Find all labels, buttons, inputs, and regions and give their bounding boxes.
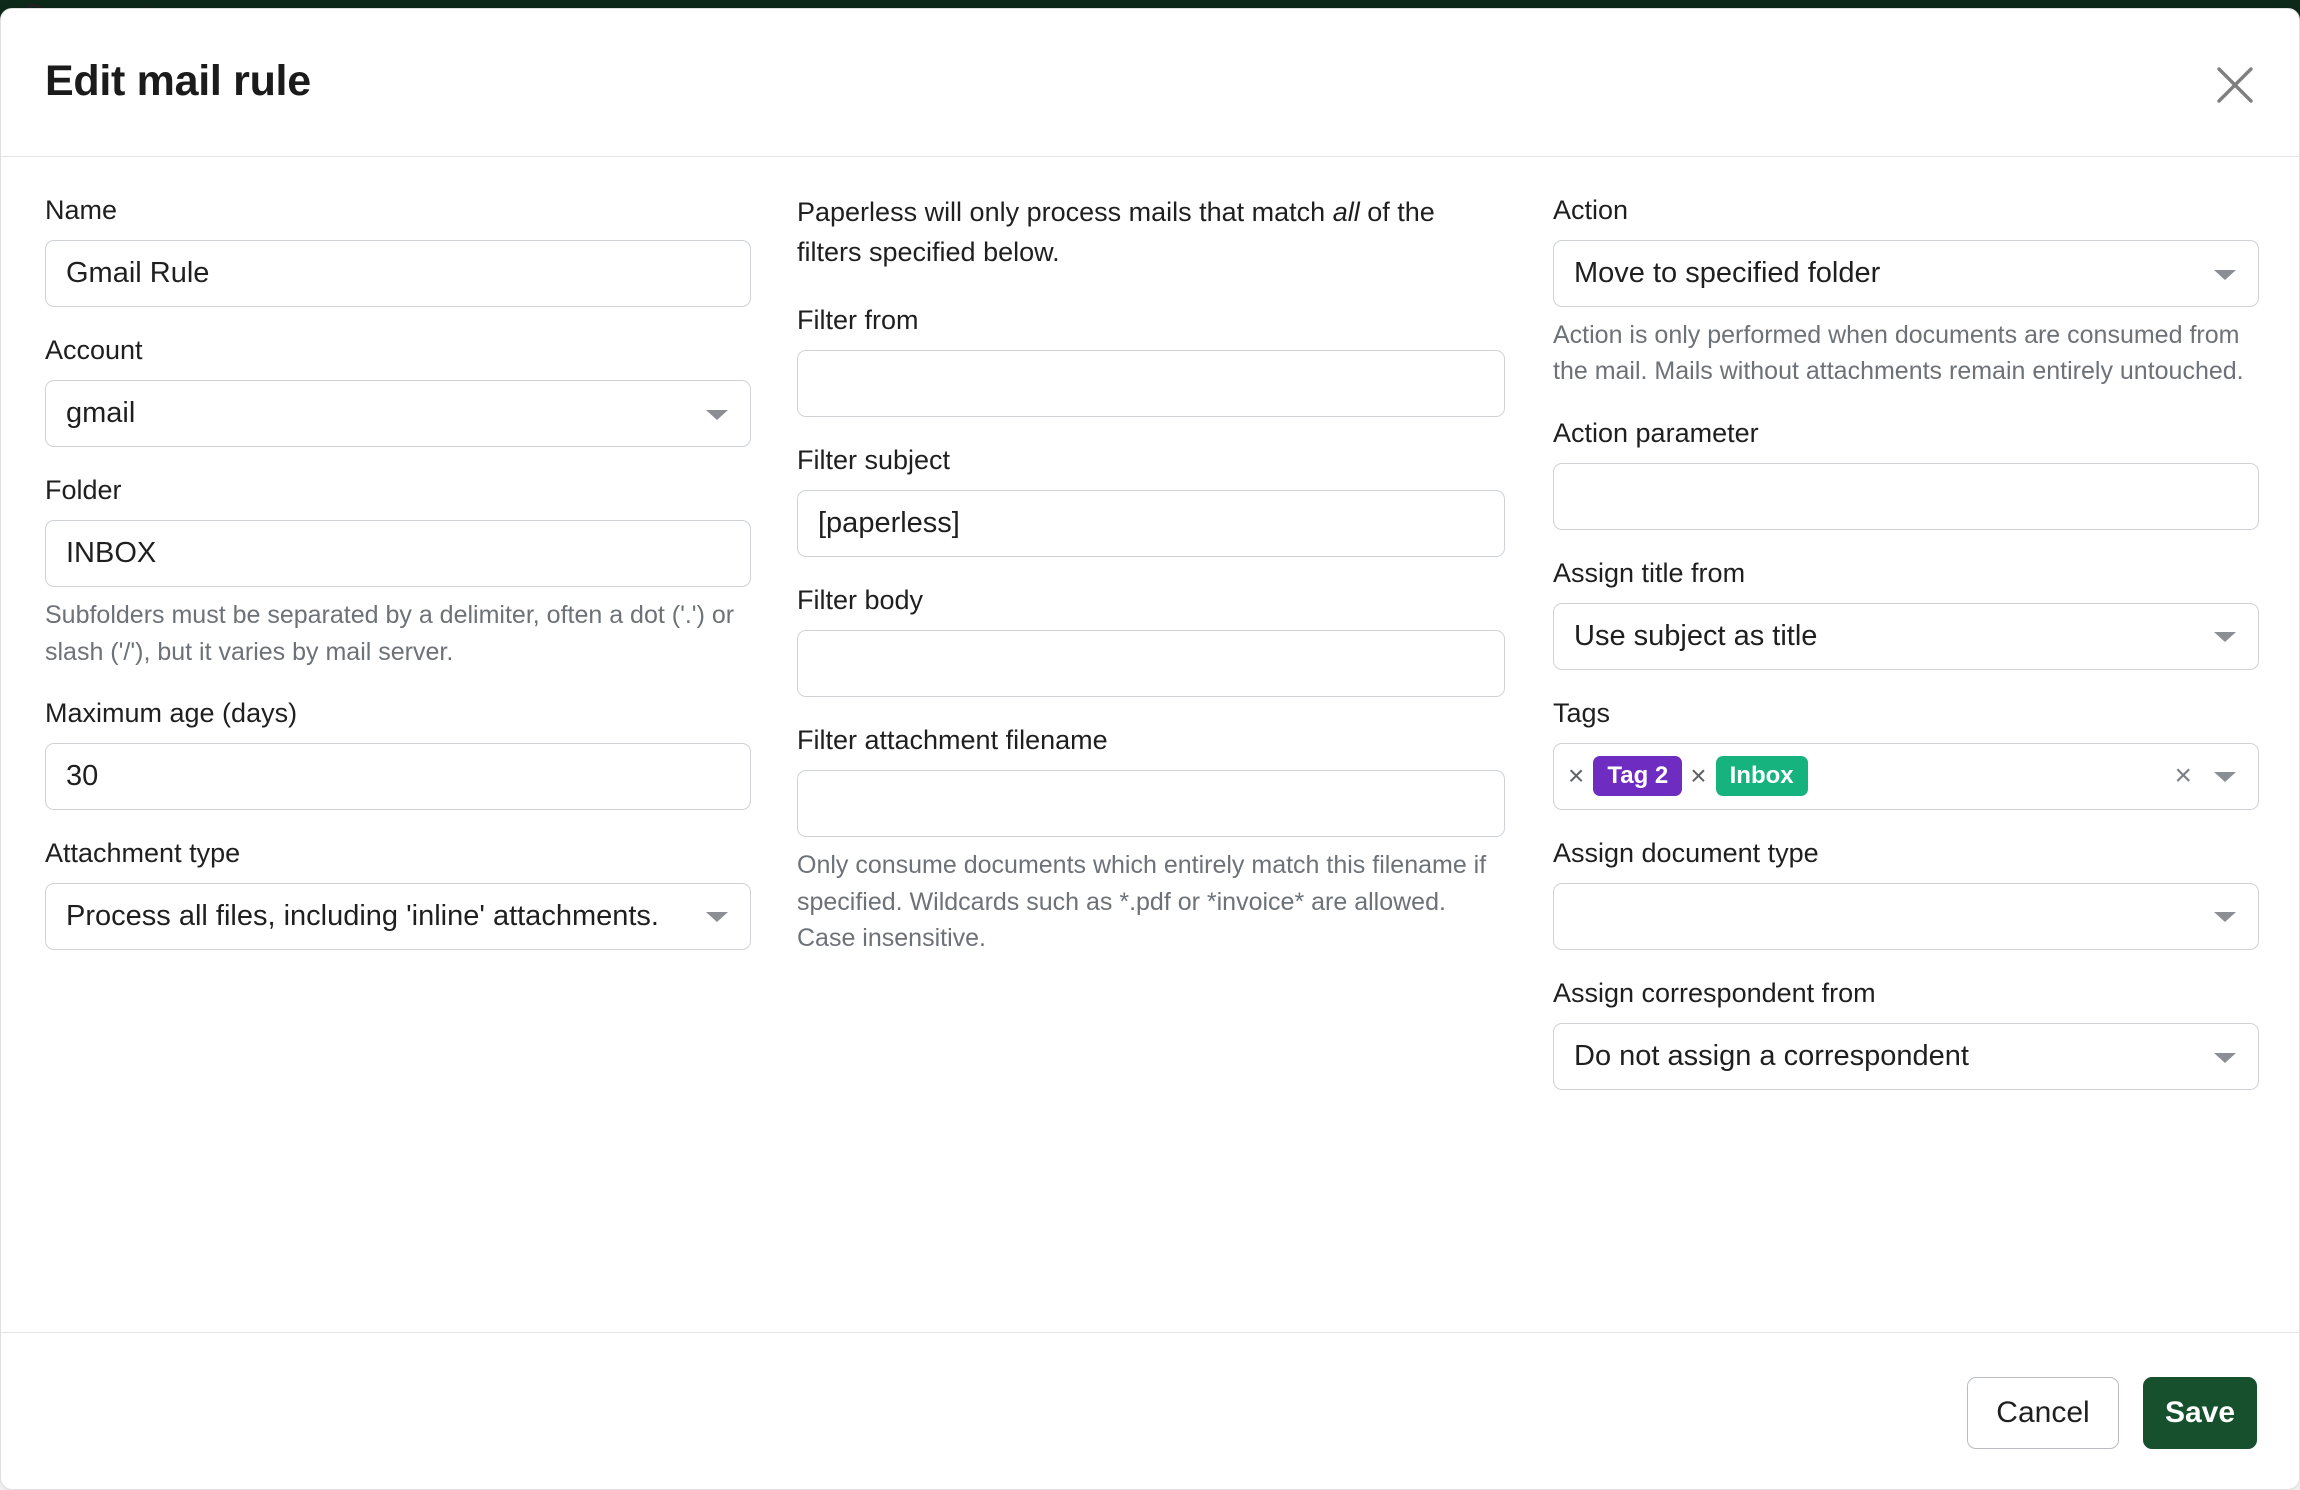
tag-chip: [1568, 756, 1682, 796]
action-label: Action: [1553, 195, 1629, 225]
filters-intro-after: of the filters specified below.: [797, 197, 1435, 267]
dialog-title: Edit mail rule: [45, 57, 311, 105]
field-maximum-age: [45, 696, 751, 810]
filter-subject-label: Filter subject: [797, 445, 951, 475]
attachment-type-select-value: Process all files, including 'inline' attachments.: [66, 899, 659, 932]
dialog-body: [1, 157, 2299, 1332]
assign-correspondent-from-label: Assign correspondent from: [1553, 977, 1876, 1008]
assign-document-type-select[interactable]: [1553, 883, 2259, 950]
assign-title-from-select[interactable]: [1553, 603, 2259, 670]
remove-tag-icon[interactable]: ×: [1568, 760, 1585, 792]
tags-label: Tags: [1553, 697, 1611, 728]
field-action: [1553, 193, 2259, 390]
filters-intro-before: Paperless will only process mails that match: [797, 197, 1333, 227]
dialog-header: [1, 9, 2299, 157]
folder-label: Folder: [45, 475, 122, 506]
filter-attachment-filename-label: Filter attachment filename: [797, 725, 1108, 756]
field-attachment-type: [45, 836, 751, 950]
folder-hint: Subfolders must be separated by a delimiter, often a dot ('.') or slash ('/'), but it varies by mail server.: [45, 601, 735, 666]
remove-tag-icon[interactable]: ×: [1690, 760, 1707, 792]
maximum-age-label: Maximum age (days): [45, 697, 298, 728]
field-assign-document-type: [1553, 836, 2259, 950]
action-hint: Action is only performed when documents are consumed from the mail. Mails without attachments remain entirely untouched.: [1553, 321, 2244, 386]
field-name: [45, 193, 751, 307]
name-label: Name: [45, 195, 118, 225]
filter-from-label: Filter from: [797, 304, 919, 335]
field-filter-subject: [797, 443, 1505, 557]
column-actions: [1553, 193, 2259, 1116]
filter-subject-input[interactable]: [paperless]: [797, 490, 1505, 557]
filters-intro: [797, 193, 1505, 273]
dialog-footer: [1, 1332, 2299, 1490]
close-icon[interactable]: [2213, 63, 2257, 107]
account-select[interactable]: [45, 380, 751, 447]
clear-tags-icon[interactable]: ×: [2174, 759, 2192, 793]
chevron-down-icon: [2214, 772, 2236, 782]
maximum-age-input[interactable]: 30: [45, 743, 751, 810]
action-select[interactable]: [1553, 240, 2259, 307]
assign-correspondent-from-select[interactable]: [1553, 1023, 2259, 1090]
filter-body-input[interactable]: [797, 630, 1505, 697]
action-parameter-label: Action parameter: [1553, 417, 1759, 448]
filters-intro-emphasis: all: [1332, 197, 1360, 227]
attachment-type-label: Attachment type: [45, 837, 241, 868]
field-assign-correspondent-from: [1553, 976, 2259, 1090]
tag-chip: [1690, 756, 1807, 796]
tag-pill: Inbox: [1716, 756, 1808, 796]
filter-attachment-filename-hint: Only consume documents which entirely match this filename if specified. Wildcards such as *.pdf or *invoice* are allowed. Case insensitive.: [797, 851, 1487, 952]
cancel-button[interactable]: Cancel: [1967, 1377, 2119, 1449]
chevron-down-icon: [2214, 632, 2236, 642]
field-account: [45, 333, 751, 447]
chevron-down-icon: [706, 410, 728, 420]
filter-attachment-filename-input[interactable]: [797, 770, 1505, 837]
field-action-parameter: [1553, 416, 2259, 530]
action-select-value: Move to specified folder: [1574, 257, 1881, 290]
field-filter-from: [797, 303, 1505, 417]
assign-correspondent-from-select-value: Do not assign a correspondent: [1574, 1040, 1969, 1073]
assign-title-from-label: Assign title from: [1553, 557, 1746, 588]
field-assign-title-from: [1553, 556, 2259, 670]
assign-document-type-label: Assign document type: [1553, 837, 1819, 868]
folder-input[interactable]: INBOX: [45, 520, 751, 587]
field-filter-body: [797, 583, 1505, 697]
column-rule-settings: [45, 193, 751, 976]
action-parameter-input[interactable]: [1553, 463, 2259, 530]
field-tags: [1553, 696, 2259, 810]
edit-mail-rule-dialog: [0, 8, 2300, 1490]
tag-pill: Tag 2: [1593, 756, 1682, 796]
account-label: Account: [45, 335, 143, 366]
account-select-value: gmail: [66, 397, 136, 430]
filter-from-input[interactable]: [797, 350, 1505, 417]
chevron-down-icon: [2214, 912, 2236, 922]
column-filters: [797, 193, 1505, 982]
name-input[interactable]: Gmail Rule: [45, 240, 751, 307]
chevron-down-icon: [2214, 270, 2236, 280]
chevron-down-icon: [2214, 1053, 2236, 1063]
tags-select[interactable]: [1553, 743, 2259, 810]
save-button[interactable]: Save: [2143, 1377, 2257, 1449]
attachment-type-select[interactable]: [45, 883, 751, 950]
chevron-down-icon: [706, 912, 728, 922]
assign-title-from-select-value: Use subject as title: [1574, 619, 1818, 652]
field-filter-attachment-filename: [797, 723, 1505, 956]
filter-body-label: Filter body: [797, 585, 924, 616]
field-folder: [45, 473, 751, 670]
